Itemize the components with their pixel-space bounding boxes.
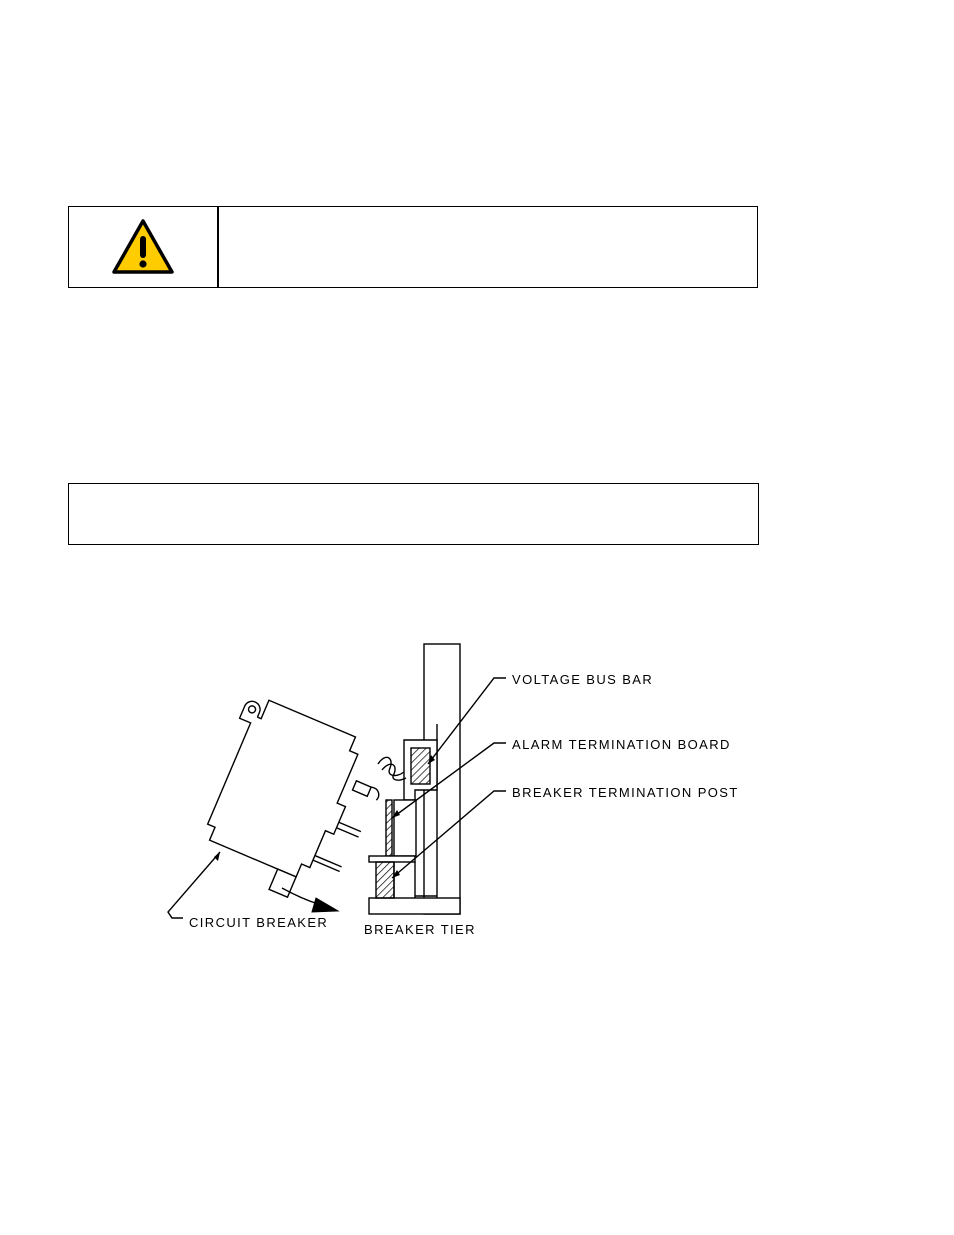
caution-text xyxy=(219,207,757,287)
breaker-termination-post xyxy=(369,856,415,898)
leader-breaker-termination-post xyxy=(392,791,506,878)
label-circuit-breaker: CIRCUIT BREAKER xyxy=(189,915,329,930)
breaker-tier xyxy=(369,644,460,914)
label-alarm-termination-board: ALARM TERMINATION BOARD xyxy=(512,737,731,752)
caution-box xyxy=(68,206,758,288)
rotation-arrow-head xyxy=(312,898,338,912)
caution-icon-cell xyxy=(69,207,219,287)
voltage-bus-bar xyxy=(404,740,437,800)
leader-voltage-bus-bar xyxy=(428,678,506,764)
label-breaker-tier: BREAKER TIER xyxy=(364,922,476,937)
leader-circuit-breaker xyxy=(168,852,220,918)
label-voltage-bus-bar: VOLTAGE BUS BAR xyxy=(512,672,654,687)
alarm-termination-board xyxy=(386,800,416,856)
note-box xyxy=(68,483,759,545)
circuit-breaker xyxy=(183,692,397,914)
rotation-arrow xyxy=(282,888,318,904)
label-breaker-termination-post: BREAKER TERMINATION POST xyxy=(512,785,739,800)
warning-triangle-icon xyxy=(111,218,175,276)
leader-alarm-termination-board xyxy=(392,743,506,818)
